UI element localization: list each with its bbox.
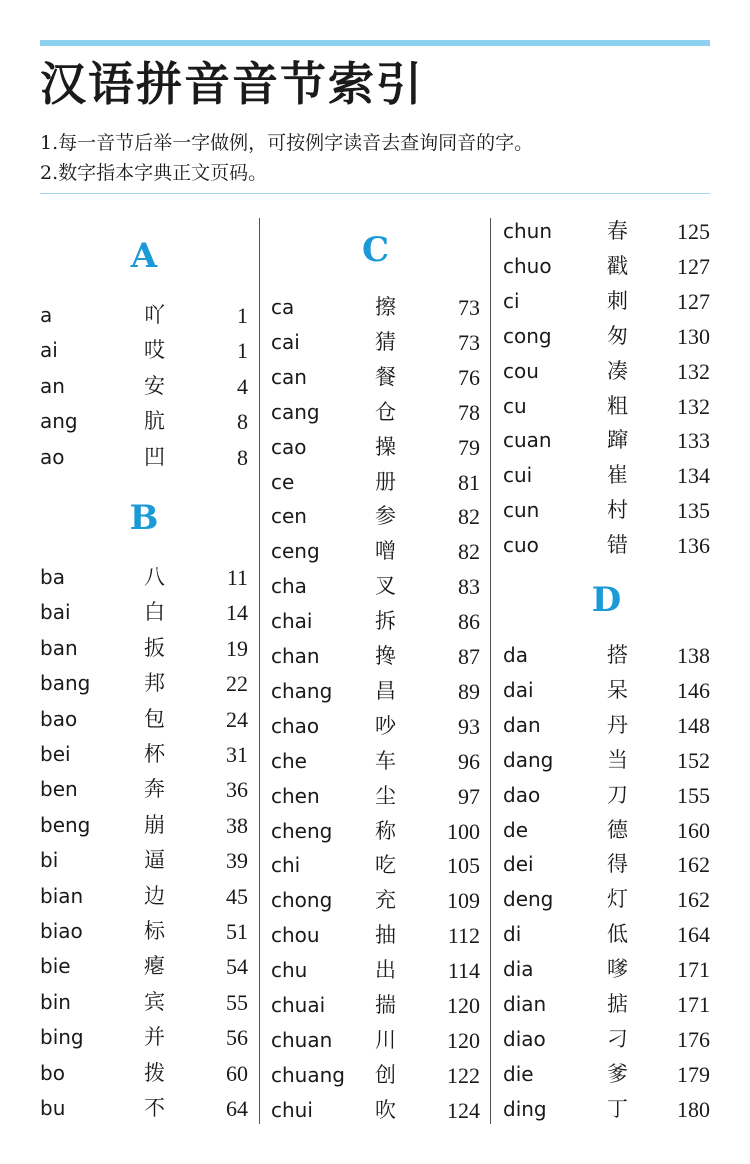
example-character: 标	[144, 919, 165, 943]
page-number: 38	[226, 812, 248, 838]
index-entry	[503, 1092, 710, 1127]
example-character: 杯	[144, 742, 165, 766]
example-character: 蹿	[607, 428, 628, 453]
index-entry	[503, 389, 710, 424]
pinyin: ci	[503, 288, 520, 313]
index-entry	[40, 914, 248, 949]
example-character: 村	[607, 498, 628, 523]
pinyin: an	[40, 373, 65, 398]
pinyin: can	[271, 364, 307, 389]
page-number: 109	[447, 888, 480, 914]
page-number: 114	[447, 958, 480, 984]
index-entry	[271, 674, 480, 709]
pinyin: chuan	[271, 1027, 333, 1052]
index-entry	[271, 1093, 480, 1128]
page-number: 130	[677, 323, 710, 349]
example-character: 车	[375, 748, 396, 773]
column-divider-1	[259, 218, 260, 1124]
example-character: 仓	[375, 399, 396, 424]
index-entry	[503, 778, 710, 813]
index-entry	[503, 847, 710, 882]
index-entry	[503, 813, 710, 848]
example-character: 册	[375, 469, 396, 494]
pinyin: chai	[271, 609, 313, 634]
index-entry	[271, 465, 480, 500]
index-entry	[271, 360, 480, 395]
pinyin: chuang	[271, 1062, 345, 1087]
pinyin: chao	[271, 713, 320, 738]
index-entry	[503, 952, 710, 987]
example-character: 刁	[607, 1026, 628, 1051]
index-entry	[271, 430, 480, 465]
page-number: 73	[458, 329, 480, 355]
pinyin: chu	[271, 958, 308, 983]
page-title: 汉语拼音音节索引	[40, 57, 424, 111]
page-number: 87	[458, 644, 480, 669]
index-entry	[271, 988, 480, 1023]
pinyin: cha	[271, 574, 307, 599]
page-number: 179	[677, 1061, 710, 1087]
page-number: 96	[458, 748, 480, 774]
pinyin: ce	[271, 469, 295, 494]
example-character: 川	[375, 1027, 396, 1052]
index-entry	[271, 569, 480, 604]
example-character: 瘪	[144, 954, 165, 979]
example-character: 凑	[607, 358, 628, 383]
page-number: 31	[226, 742, 248, 767]
index-entry	[40, 772, 248, 807]
example-character: 德	[607, 817, 628, 842]
pinyin: cong	[503, 323, 552, 348]
page-number: 73	[458, 295, 480, 320]
index-entry	[40, 843, 248, 878]
index-entry	[40, 595, 248, 630]
page-number: 152	[677, 747, 710, 773]
page-number: 120	[447, 993, 480, 1018]
pinyin: bo	[40, 1060, 65, 1085]
page-number: 100	[447, 818, 480, 844]
index-entry	[40, 440, 248, 475]
pinyin: dia	[503, 957, 534, 982]
pinyin: cuo	[503, 533, 539, 558]
example-character: 抽	[375, 923, 396, 948]
page-number: 76	[458, 364, 480, 390]
example-character: 戳	[607, 253, 628, 278]
example-character: 邦	[144, 671, 165, 696]
pinyin: bi	[40, 848, 59, 873]
pinyin: die	[503, 1061, 534, 1086]
example-character: 噌	[375, 539, 396, 564]
page-number: 82	[458, 539, 480, 565]
pinyin: che	[271, 748, 307, 773]
example-character: 充	[375, 888, 396, 913]
page-number: 39	[226, 848, 248, 874]
index-entry	[40, 1056, 248, 1091]
pinyin: chui	[271, 1097, 313, 1122]
pinyin: cheng	[271, 818, 333, 843]
index-entry	[271, 534, 480, 569]
index-entry	[40, 702, 248, 737]
note-2: 2.数字指本字典正文页码。	[40, 162, 268, 184]
example-character: 刺	[607, 288, 628, 313]
page-number: 133	[677, 428, 710, 454]
note-1: 1.每一音节后举一字做例，可按例字读音去查询同音的字。	[40, 132, 534, 154]
section-letter-a: A	[130, 236, 158, 276]
pinyin: cang	[271, 399, 320, 424]
pinyin: bing	[40, 1025, 84, 1050]
page-number: 60	[226, 1060, 248, 1086]
index-entry	[40, 631, 248, 666]
example-character: 奔	[144, 777, 165, 802]
index-entry	[503, 354, 710, 389]
example-character: 灯	[607, 887, 628, 912]
index-entry	[40, 737, 248, 772]
example-character: 得	[607, 852, 628, 877]
example-character: 掂	[607, 992, 628, 1016]
page-number: 122	[447, 1062, 480, 1088]
index-entry	[503, 1057, 710, 1092]
example-character: 粗	[607, 393, 628, 418]
page-number: 14	[226, 600, 248, 626]
index-entry	[40, 369, 248, 404]
page-number: 79	[458, 434, 480, 460]
index-entry	[271, 499, 480, 534]
pinyin: chi	[271, 853, 301, 878]
pinyin: deng	[503, 887, 554, 912]
index-entry	[40, 1020, 248, 1055]
index-column-2	[271, 0, 480, 1164]
example-character: 安	[144, 373, 165, 398]
pinyin: ba	[40, 565, 65, 589]
page-number: 125	[677, 219, 710, 244]
example-character: 参	[375, 504, 396, 529]
example-character: 刀	[607, 782, 628, 807]
pinyin: bin	[40, 989, 71, 1014]
page-number: 134	[677, 463, 710, 489]
example-character: 尘	[375, 783, 396, 808]
pinyin: ceng	[271, 539, 320, 564]
pinyin: cou	[503, 358, 539, 383]
example-character: 揣	[375, 993, 396, 1017]
pinyin: cu	[503, 393, 527, 418]
index-entry	[271, 290, 480, 325]
page-number: 132	[677, 358, 710, 384]
example-character: 吵	[375, 713, 396, 738]
pinyin: diao	[503, 1026, 546, 1051]
index-entry	[503, 987, 710, 1022]
pinyin: ben	[40, 777, 78, 802]
example-character: 搀	[375, 644, 396, 668]
pinyin: ca	[271, 295, 295, 319]
index-entry	[271, 1058, 480, 1093]
page-number: 8	[237, 409, 248, 435]
index-entry	[503, 423, 710, 458]
pinyin: cui	[503, 463, 533, 488]
example-character: 嗲	[607, 957, 628, 982]
example-character: 肮	[144, 409, 165, 434]
pinyin: chang	[271, 678, 333, 703]
index-entry	[271, 918, 480, 953]
pinyin: chun	[503, 219, 553, 243]
pinyin: bie	[40, 954, 71, 979]
page-number: 105	[447, 853, 480, 879]
page-number: 22	[226, 671, 248, 697]
pinyin: dang	[503, 747, 554, 772]
index-entry	[271, 709, 480, 744]
example-character: 错	[607, 533, 628, 558]
pinyin: dai	[503, 677, 534, 702]
example-character: 凹	[144, 444, 165, 469]
index-entry	[271, 779, 480, 814]
example-character: 哎	[144, 338, 165, 363]
example-character: 称	[375, 818, 396, 843]
page-number: 127	[677, 288, 710, 314]
example-character: 八	[144, 565, 165, 589]
index-entry	[40, 298, 248, 333]
index-entry	[40, 333, 248, 368]
example-character: 当	[607, 747, 628, 772]
example-character: 丹	[607, 712, 628, 737]
example-character: 搭	[607, 643, 628, 667]
page-number: 1	[237, 338, 248, 364]
page-number: 120	[447, 1027, 480, 1053]
example-character: 逼	[144, 848, 165, 873]
page-number: 1	[237, 303, 248, 328]
page-number: 155	[677, 782, 710, 808]
example-character: 并	[144, 1025, 165, 1050]
example-character: 拨	[144, 1060, 165, 1085]
example-character: 扳	[144, 635, 165, 660]
page-number: 180	[677, 1096, 710, 1122]
pinyin: bang	[40, 671, 91, 696]
page-number: 19	[226, 635, 248, 661]
example-character: 操	[375, 434, 396, 459]
pinyin: bao	[40, 706, 78, 731]
page-number: 86	[458, 609, 480, 635]
page-number: 82	[458, 504, 480, 530]
pinyin: biao	[40, 919, 83, 943]
pinyin: dei	[503, 852, 534, 877]
pinyin: cen	[271, 504, 307, 529]
page-number: 8	[237, 444, 248, 470]
example-character: 出	[375, 958, 396, 983]
pinyin: chen	[271, 783, 320, 808]
pinyin: chou	[271, 923, 320, 948]
pinyin: cao	[271, 434, 307, 459]
index-entry	[503, 284, 710, 319]
example-character: 餐	[375, 364, 396, 389]
page-number: 124	[447, 1097, 480, 1123]
pinyin: chuai	[271, 993, 326, 1017]
pinyin: ang	[40, 409, 78, 434]
index-entry	[271, 814, 480, 849]
example-character: 猜	[375, 329, 396, 354]
example-character: 呆	[607, 677, 628, 702]
example-character: 不	[144, 1096, 165, 1120]
page-number: 24	[226, 706, 248, 732]
pinyin: ban	[40, 635, 78, 660]
example-character: 白	[144, 600, 165, 625]
page-number: 176	[677, 1026, 710, 1052]
page-number: 51	[226, 919, 248, 944]
index-entry	[271, 883, 480, 918]
example-character: 吖	[144, 303, 165, 327]
index-entry	[271, 604, 480, 639]
page-number: 56	[226, 1025, 248, 1051]
example-character: 擦	[375, 295, 396, 319]
index-entry	[40, 1091, 248, 1126]
example-character: 春	[607, 219, 628, 243]
pinyin: chong	[271, 888, 333, 913]
index-entry	[271, 953, 480, 988]
index-entry	[40, 404, 248, 439]
index-entry	[271, 744, 480, 779]
page-number: 148	[677, 712, 710, 738]
example-character: 崔	[607, 463, 628, 488]
page-number: 136	[677, 533, 710, 559]
page-number: 83	[458, 574, 480, 600]
index-entry	[503, 528, 710, 563]
index-entry	[40, 808, 248, 843]
page-number: 146	[677, 677, 710, 703]
pinyin: ao	[40, 444, 65, 469]
index-entry	[40, 666, 248, 701]
index-entry	[503, 458, 710, 493]
pinyin: chan	[271, 644, 320, 668]
pinyin: ai	[40, 338, 58, 363]
example-character: 叉	[375, 574, 396, 599]
index-entry	[40, 879, 248, 914]
page-number: 127	[677, 253, 710, 279]
page-number: 97	[458, 783, 480, 809]
section-letter-d: D	[591, 580, 622, 620]
index-entry	[503, 882, 710, 917]
page-number: 78	[458, 399, 480, 425]
pinyin: bu	[40, 1096, 66, 1120]
index-entry	[503, 708, 710, 743]
page-number: 160	[677, 817, 710, 843]
index-column-3	[503, 0, 710, 1164]
index-entry	[503, 493, 710, 528]
pinyin: bei	[40, 742, 71, 766]
pinyin: bian	[40, 883, 84, 908]
pinyin: a	[40, 303, 53, 327]
index-entry	[40, 985, 248, 1020]
index-entry	[503, 638, 710, 673]
section-letter-b: B	[129, 498, 159, 538]
index-entry	[503, 673, 710, 708]
index-entry	[503, 319, 710, 354]
page-number: 138	[677, 643, 710, 668]
page-number: 36	[226, 777, 248, 803]
index-entry	[503, 249, 710, 284]
index-entry	[503, 743, 710, 778]
page-number: 93	[458, 713, 480, 739]
index-entry	[503, 214, 710, 249]
example-character: 包	[144, 706, 165, 731]
pinyin: bai	[40, 600, 71, 625]
example-character: 匆	[607, 323, 628, 348]
page-number: 54	[226, 954, 248, 980]
page-number: 64	[226, 1096, 248, 1121]
page-number: 171	[677, 957, 710, 983]
example-character: 崩	[144, 812, 165, 837]
index-column-1	[40, 0, 248, 1164]
page-number: 81	[458, 469, 480, 495]
page-number: 162	[677, 852, 710, 878]
example-character: 拆	[375, 609, 396, 634]
index-entry	[40, 560, 248, 595]
example-character: 爹	[607, 1061, 628, 1086]
index-entry	[271, 639, 480, 674]
page-number: 45	[226, 883, 248, 909]
example-character: 创	[375, 1062, 396, 1087]
pinyin: chuo	[503, 253, 552, 278]
section-letter-c: C	[361, 230, 390, 270]
index-entry	[271, 395, 480, 430]
pinyin: beng	[40, 812, 91, 837]
page-number: 55	[226, 989, 248, 1015]
page-number: 132	[677, 393, 710, 419]
pinyin: cuan	[503, 428, 552, 453]
pinyin: cai	[271, 329, 300, 354]
example-character: 吃	[375, 853, 396, 878]
index-entry	[503, 917, 710, 952]
page-number: 11	[226, 565, 248, 590]
index-entry	[271, 325, 480, 360]
example-character: 宾	[144, 989, 165, 1014]
example-character: 丁	[607, 1096, 628, 1121]
pinyin: dian	[503, 992, 547, 1016]
index-entry	[40, 949, 248, 984]
page-number: 112	[447, 923, 480, 949]
pinyin: di	[503, 922, 522, 947]
page-number: 135	[677, 498, 710, 524]
pinyin: ding	[503, 1096, 547, 1121]
page-number: 171	[677, 992, 710, 1017]
column-divider-2	[490, 218, 491, 1124]
page-number: 164	[677, 922, 710, 948]
page-number: 162	[677, 887, 710, 913]
example-character: 昌	[375, 678, 396, 703]
index-entry	[271, 1023, 480, 1058]
page-number: 4	[237, 373, 248, 399]
example-character: 吹	[375, 1097, 396, 1122]
pinyin: dan	[503, 712, 541, 737]
pinyin: cun	[503, 498, 540, 523]
example-character: 边	[144, 883, 165, 908]
index-entry	[503, 1022, 710, 1057]
index-entry	[271, 848, 480, 883]
pinyin: dao	[503, 782, 541, 807]
pinyin: da	[503, 643, 528, 667]
example-character: 低	[607, 922, 628, 947]
pinyin: de	[503, 817, 528, 842]
page-number: 89	[458, 678, 480, 704]
